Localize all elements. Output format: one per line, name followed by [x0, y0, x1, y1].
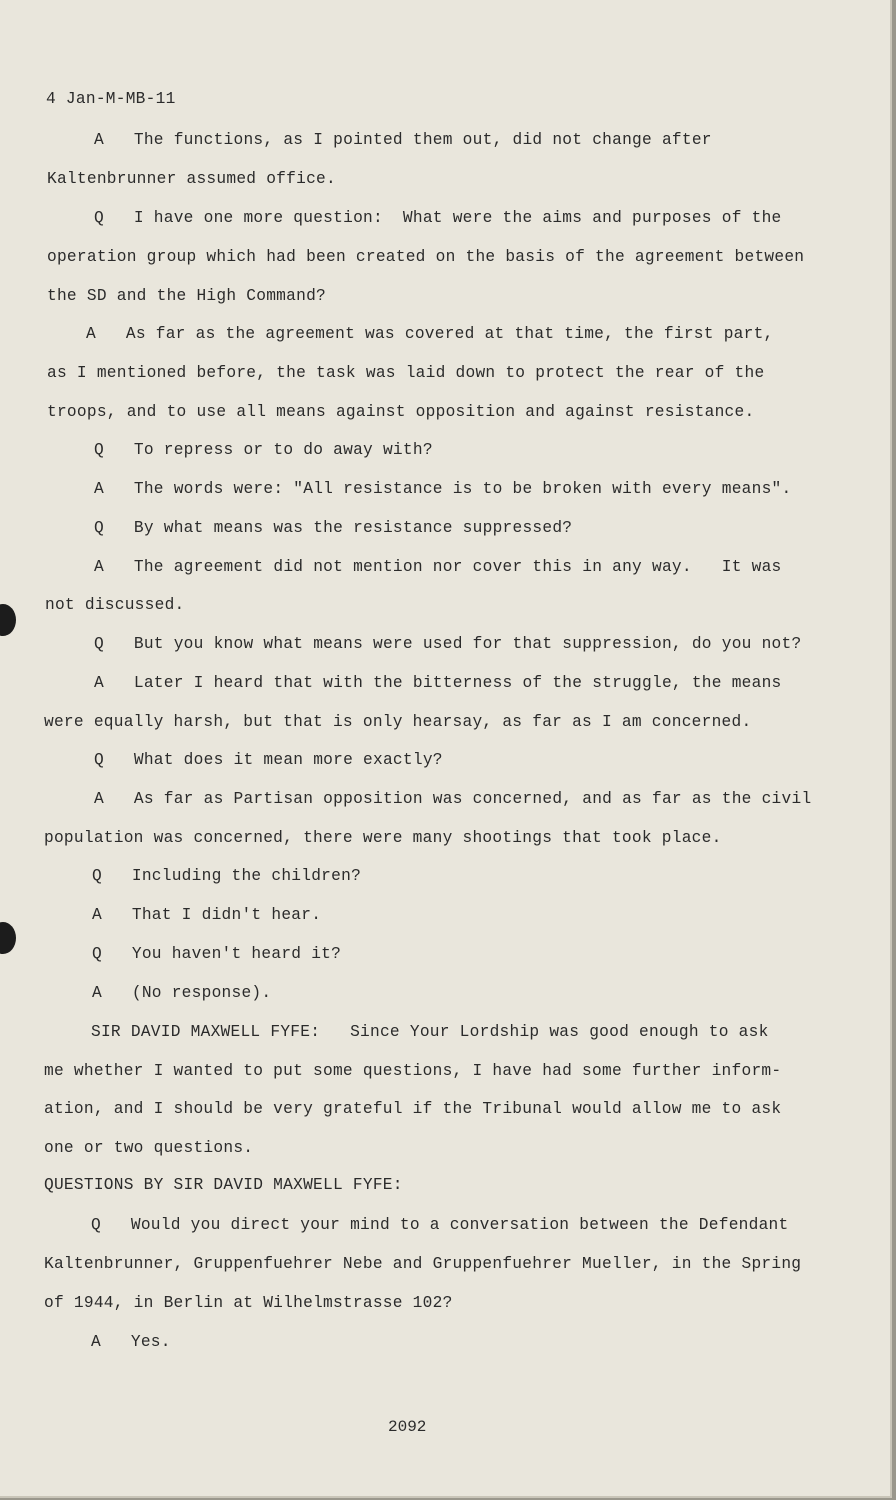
punch-hole: [0, 604, 16, 636]
text-line: Q What does it mean more exactly?: [94, 751, 443, 769]
text-line: Q You haven't heard it?: [92, 945, 342, 963]
text-line: Q To repress or to do away with?: [94, 441, 433, 459]
text-line: operation group which had been created on the basis of the agreement between: [47, 248, 805, 266]
text-line: A The agreement did not mention nor cover this in any way. It was: [94, 558, 782, 576]
text-line: Kaltenbrunner assumed office.: [47, 170, 336, 188]
text-line: A The functions, as I pointed them out, did not change after: [94, 131, 712, 149]
page-number: 2092: [388, 1418, 427, 1436]
header-reference: 4 Jan-M-MB-11: [46, 90, 176, 108]
text-line: Kaltenbrunner, Gruppenfuehrer Nebe and Gruppenfuehrer Mueller, in the Spring: [44, 1255, 802, 1273]
section-heading: QUESTIONS BY SIR DAVID MAXWELL FYFE:: [44, 1176, 403, 1194]
text-line: ation, and I should be very grateful if the Tribunal would allow me to ask: [44, 1100, 782, 1118]
text-line: SIR DAVID MAXWELL FYFE: Since Your Lordship was good enough to ask: [91, 1023, 769, 1041]
text-line: A (No response).: [92, 984, 272, 1002]
text-line: the SD and the High Command?: [47, 287, 326, 305]
text-line: one or two questions.: [44, 1139, 254, 1157]
text-line: troops, and to use all means against opposition and against resistance.: [47, 403, 755, 421]
text-line: A As far as Partisan opposition was concerned, and as far as the civil: [94, 790, 812, 808]
text-line: A That I didn't hear.: [92, 906, 322, 924]
text-line: as I mentioned before, the task was laid down to protect the rear of the: [47, 364, 765, 382]
text-line: Q I have one more question: What were the aims and purposes of the: [94, 209, 782, 227]
text-line: A As far as the agreement was covered at that time, the first part,: [86, 325, 774, 343]
text-line: A Later I heard that with the bitterness of the struggle, the means: [94, 674, 782, 692]
text-line: not discussed.: [45, 596, 185, 614]
text-line: population was concerned, there were many shootings that took place.: [44, 829, 722, 847]
text-line: me whether I wanted to put some questions, I have had some further inform-: [44, 1062, 782, 1080]
text-line: Q But you know what means were used for that suppression, do you not?: [94, 635, 802, 653]
text-line: of 1944, in Berlin at Wilhelmstrasse 102?: [44, 1294, 453, 1312]
punch-hole: [0, 922, 16, 954]
text-line: were equally harsh, but that is only hearsay, as far as I am concerned.: [44, 713, 752, 731]
text-line: A Yes.: [91, 1333, 171, 1351]
text-line: A The words were: "All resistance is to be broken with every means".: [94, 480, 792, 498]
text-line: Q Including the children?: [92, 867, 362, 885]
text-line: Q Would you direct your mind to a conversation between the Defendant: [91, 1216, 789, 1234]
text-line: Q By what means was the resistance suppressed?: [94, 519, 573, 537]
